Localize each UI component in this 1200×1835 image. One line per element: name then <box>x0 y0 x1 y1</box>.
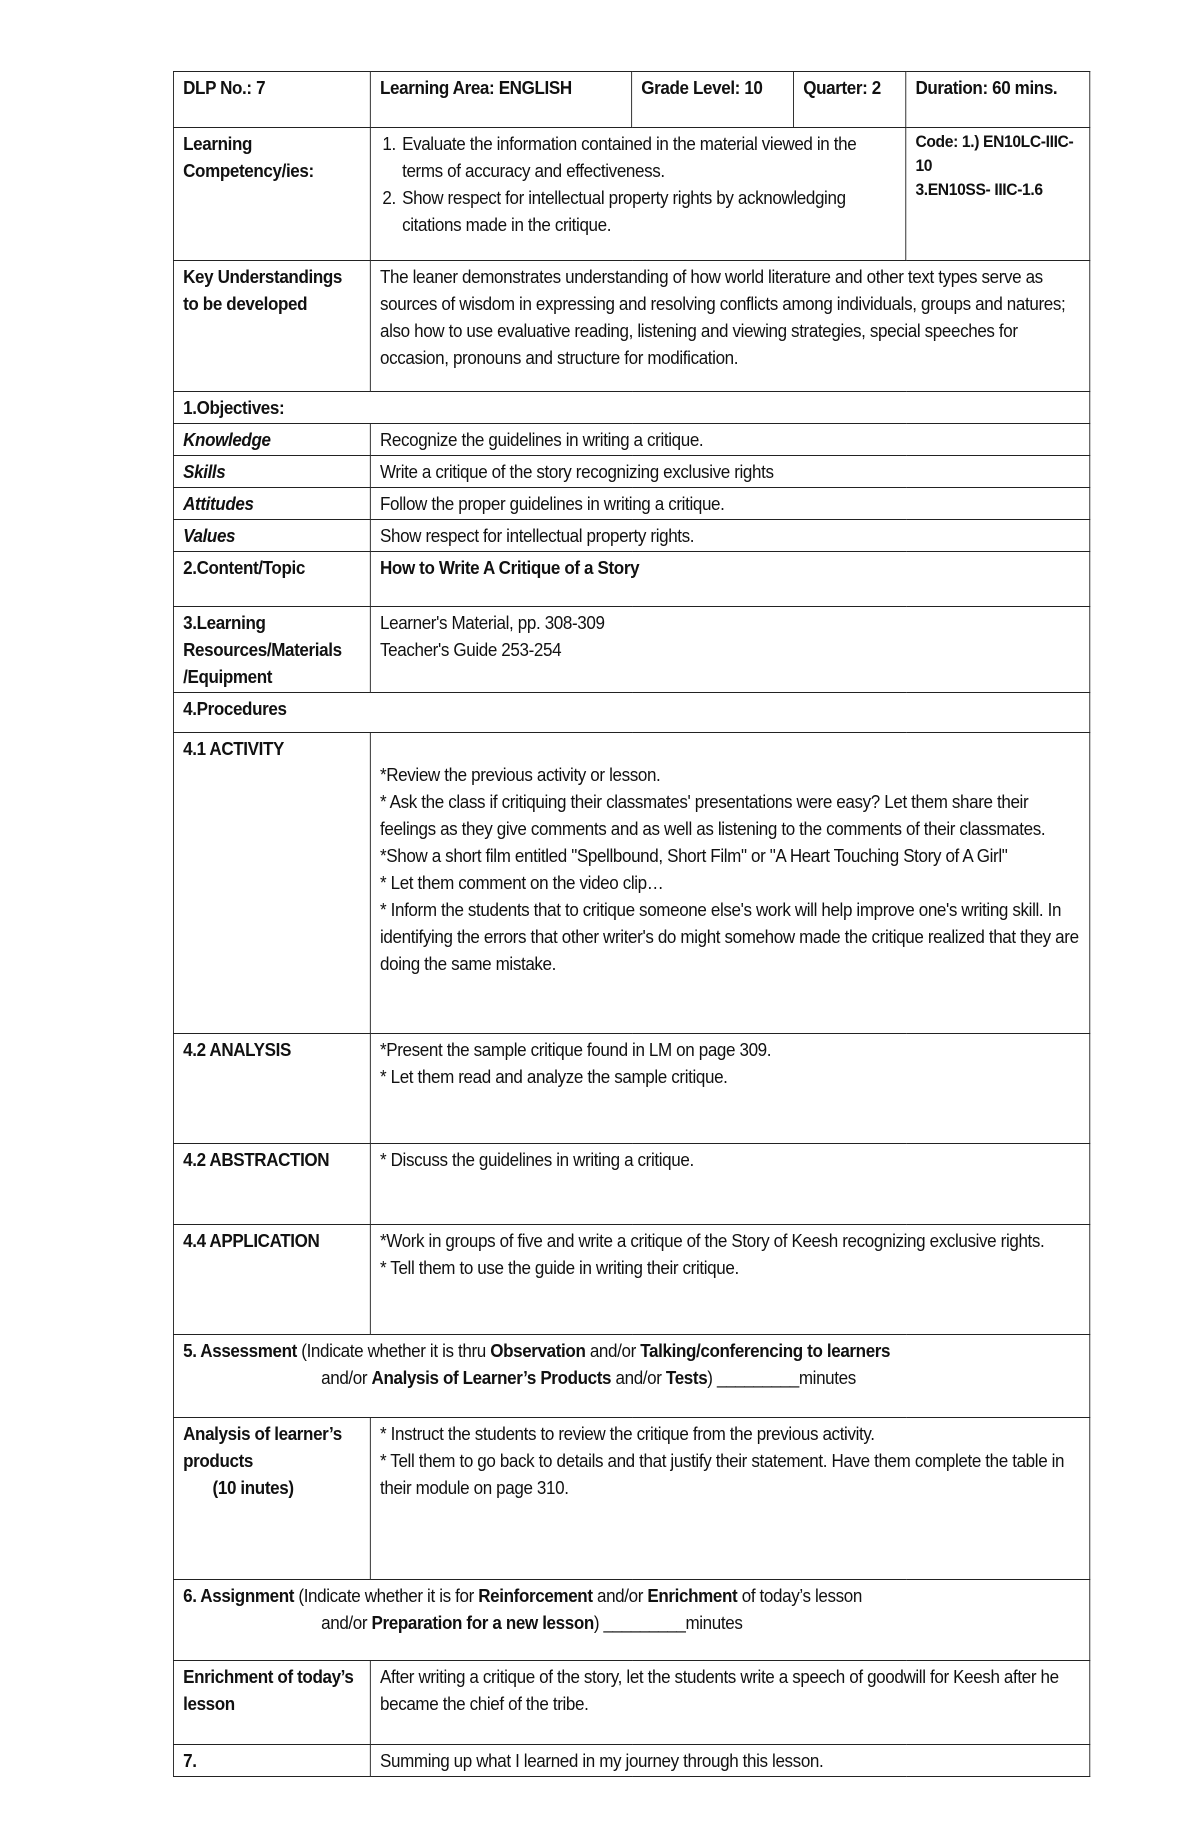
resources-text <box>370 607 1089 693</box>
competency-label: Learning Competency/ies: <box>173 128 370 261</box>
dlp-table <box>173 71 1090 1777</box>
assignment-reinforcement: Reinforcement <box>478 1585 593 1606</box>
abstraction-row <box>173 1144 1089 1225</box>
code-line-1: Code: 1.) EN10LC-IIIC-10 <box>915 132 1074 175</box>
analysis-line-1: *Present the sample critique found in LM on page 309. <box>380 1039 772 1060</box>
assignment-text-3: of today’s lesson <box>737 1585 862 1606</box>
assignment-text-4: and/or <box>321 1612 372 1633</box>
activity-line-4: * Let them comment on the video clip… <box>380 872 664 893</box>
competency-row <box>173 128 1089 261</box>
activity-line-1: *Review the previous activity or lesson. <box>380 764 661 785</box>
assessment-observation: Observation <box>490 1340 586 1361</box>
assessment-indent <box>183 1364 856 1391</box>
assignment-number: 6. Assignment <box>183 1585 295 1606</box>
knowledge-label: Knowledge <box>173 424 370 456</box>
enrichment-row <box>173 1661 1089 1745</box>
resources-line-2: Teacher's Guide 253-254 <box>380 639 562 660</box>
activity-line-2: * Ask the class if critiquing their classmates' presentations were easy? Let them share their feelings as they give comments and as well as listening to the comments of their classmates. <box>380 791 1046 839</box>
content-row <box>173 552 1089 607</box>
resources-line-1: Learner's Material, pp. 308-309 <box>380 612 605 633</box>
procedures-label: 4.Procedures <box>173 693 1089 733</box>
assessment-number: 5. Assessment <box>183 1340 297 1361</box>
values-label: Values <box>173 520 370 552</box>
learning-area: Learning Area: ENGLISH <box>370 72 631 128</box>
analysis-text <box>370 1034 1089 1144</box>
assignment-text-1: (Indicate whether it is for <box>294 1585 479 1606</box>
header-row <box>173 72 1089 128</box>
activity-line-5: * Inform the students that to critique someone else's work will help improve one's writing skill. In identifying the errors that other writer's do might somehow made the critique realized that they are doing the same mistake. <box>380 899 1079 974</box>
knowledge-text: Recognize the guidelines in writing a critique. <box>370 424 1089 456</box>
assessment-text-1: (Indicate whether it is thru <box>296 1340 491 1361</box>
assessment-line-2 <box>183 1364 1080 1391</box>
learner-products-title: Analysis of learner’s products <box>183 1423 342 1471</box>
application-row <box>173 1225 1089 1335</box>
values-text: Show respect for intellectual property rights. <box>370 520 1089 552</box>
key-understandings-label: Key Understandings to be developed <box>173 261 370 392</box>
values-row <box>173 520 1089 552</box>
analysis-label: 4.2 ANALYSIS <box>173 1034 370 1144</box>
attitudes-row <box>173 488 1089 520</box>
resources-row <box>173 607 1089 693</box>
reflection-number: 7. <box>173 1745 370 1777</box>
assessment-text-5: ) _________minutes <box>707 1367 856 1388</box>
analysis-row <box>173 1034 1089 1144</box>
key-understandings-row <box>173 261 1089 392</box>
dlp-number: DLP No.: 7 <box>173 72 370 128</box>
learner-products-text <box>370 1418 1089 1580</box>
assignment-text-5: ) _________minutes <box>593 1612 743 1633</box>
competency-list <box>370 128 905 261</box>
assignment-line-1 <box>183 1582 1080 1609</box>
assignment-enrichment: Enrichment <box>647 1585 738 1606</box>
assessment-talking: Talking/conferencing to learners <box>640 1340 891 1361</box>
resources-label: 3.Learning Resources/Materials /Equipment <box>173 607 370 693</box>
activity-text <box>370 733 1089 1034</box>
assignment-text-2: and/or <box>592 1585 648 1606</box>
assessment-line-1 <box>183 1337 1080 1364</box>
learner-products-line-1: * Instruct the students to review the critique from the previous activity. <box>380 1423 875 1444</box>
activity-line-3: *Show a short film entitled "Spellbound, Short Film" or "A Heart Touching Story of A Girl" <box>380 845 1008 866</box>
learner-products-line-2: * Tell them to go back to details and that justify their statement. Have them complete the table in their module on page 310. <box>380 1450 1065 1498</box>
application-text <box>370 1225 1089 1335</box>
reflection-text: Summing up what I learned in my journey through this lesson. <box>370 1745 1089 1777</box>
duration: Duration: 60 mins. <box>906 72 1090 128</box>
assessment-tests: Tests <box>665 1367 708 1388</box>
competency-item-2: 2. Show respect for intellectual property rights by acknowledging citations made in the critique. <box>400 184 896 238</box>
assessment-analysis: Analysis of Learner’s Products <box>371 1367 612 1388</box>
abstraction-text: * Discuss the guidelines in writing a critique. <box>370 1144 1089 1225</box>
skills-text: Write a critique of the story recognizing exclusive rights <box>370 456 1089 488</box>
assessment-text-3: and/or <box>321 1367 372 1388</box>
assignment-row <box>173 1580 1089 1661</box>
enrichment-text: After writing a critique of the story, let the students write a speech of goodwill for Keesh after he became the chief of the tribe. <box>370 1661 1089 1745</box>
learner-products-minutes: (10 inutes) <box>212 1477 294 1498</box>
application-line-1: *Work in groups of five and write a critique of the Story of Keesh recognizing exclusive rights. <box>380 1230 1045 1251</box>
quarter: Quarter: 2 <box>794 72 906 128</box>
content-topic: How to Write A Critique of a Story <box>370 552 1089 607</box>
objectives-label: 1.Objectives: <box>173 392 1089 424</box>
application-label: 4.4 APPLICATION <box>173 1225 370 1335</box>
content-label: 2.Content/Topic <box>173 552 370 607</box>
reflection-row <box>173 1745 1089 1777</box>
activity-label: 4.1 ACTIVITY <box>173 733 370 1034</box>
grade-level: Grade Level: 10 <box>632 72 794 128</box>
analysis-line-2: * Let them read and analyze the sample critique. <box>380 1066 728 1087</box>
competency-item-1: 1. Evaluate the information contained in the material viewed in the terms of accuracy and effectiveness. <box>400 130 896 184</box>
skills-row <box>173 456 1089 488</box>
application-line-2: * Tell them to use the guide in writing their critique. <box>380 1257 739 1278</box>
learner-products-row <box>173 1418 1089 1580</box>
knowledge-row <box>173 424 1089 456</box>
assessment-row <box>173 1335 1089 1418</box>
attitudes-text: Follow the proper guidelines in writing a critique. <box>370 488 1089 520</box>
enrichment-label: Enrichment of today’s lesson <box>173 1661 370 1745</box>
abstraction-label: 4.2 ABSTRACTION <box>173 1144 370 1225</box>
assignment-line-2 <box>183 1609 1080 1636</box>
activity-row <box>173 733 1089 1034</box>
assessment-instruction <box>173 1335 1089 1418</box>
key-understandings-text: The leaner demonstrates understanding of how world literature and other text types serve as sources of wisdom in expressing and resolving conflicts among individuals, groups and natures; also how to use evaluative reading, listening and viewing strategies, special speeches for occasion, pronouns and structure for modification. <box>370 261 1089 392</box>
assessment-text-2: and/or <box>585 1340 641 1361</box>
assessment-text-4: and/or <box>611 1367 666 1388</box>
procedures-row <box>173 693 1089 733</box>
attitudes-label: Attitudes <box>173 488 370 520</box>
learner-products-label <box>173 1418 370 1580</box>
assignment-instruction <box>173 1580 1089 1661</box>
competency-code <box>906 128 1090 261</box>
assignment-indent <box>183 1609 742 1636</box>
objectives-row <box>173 392 1089 424</box>
assignment-preparation: Preparation for a new lesson <box>371 1612 594 1633</box>
skills-label: Skills <box>173 456 370 488</box>
code-line-2: 3.EN10SS- IIIC-1.6 <box>915 180 1043 199</box>
